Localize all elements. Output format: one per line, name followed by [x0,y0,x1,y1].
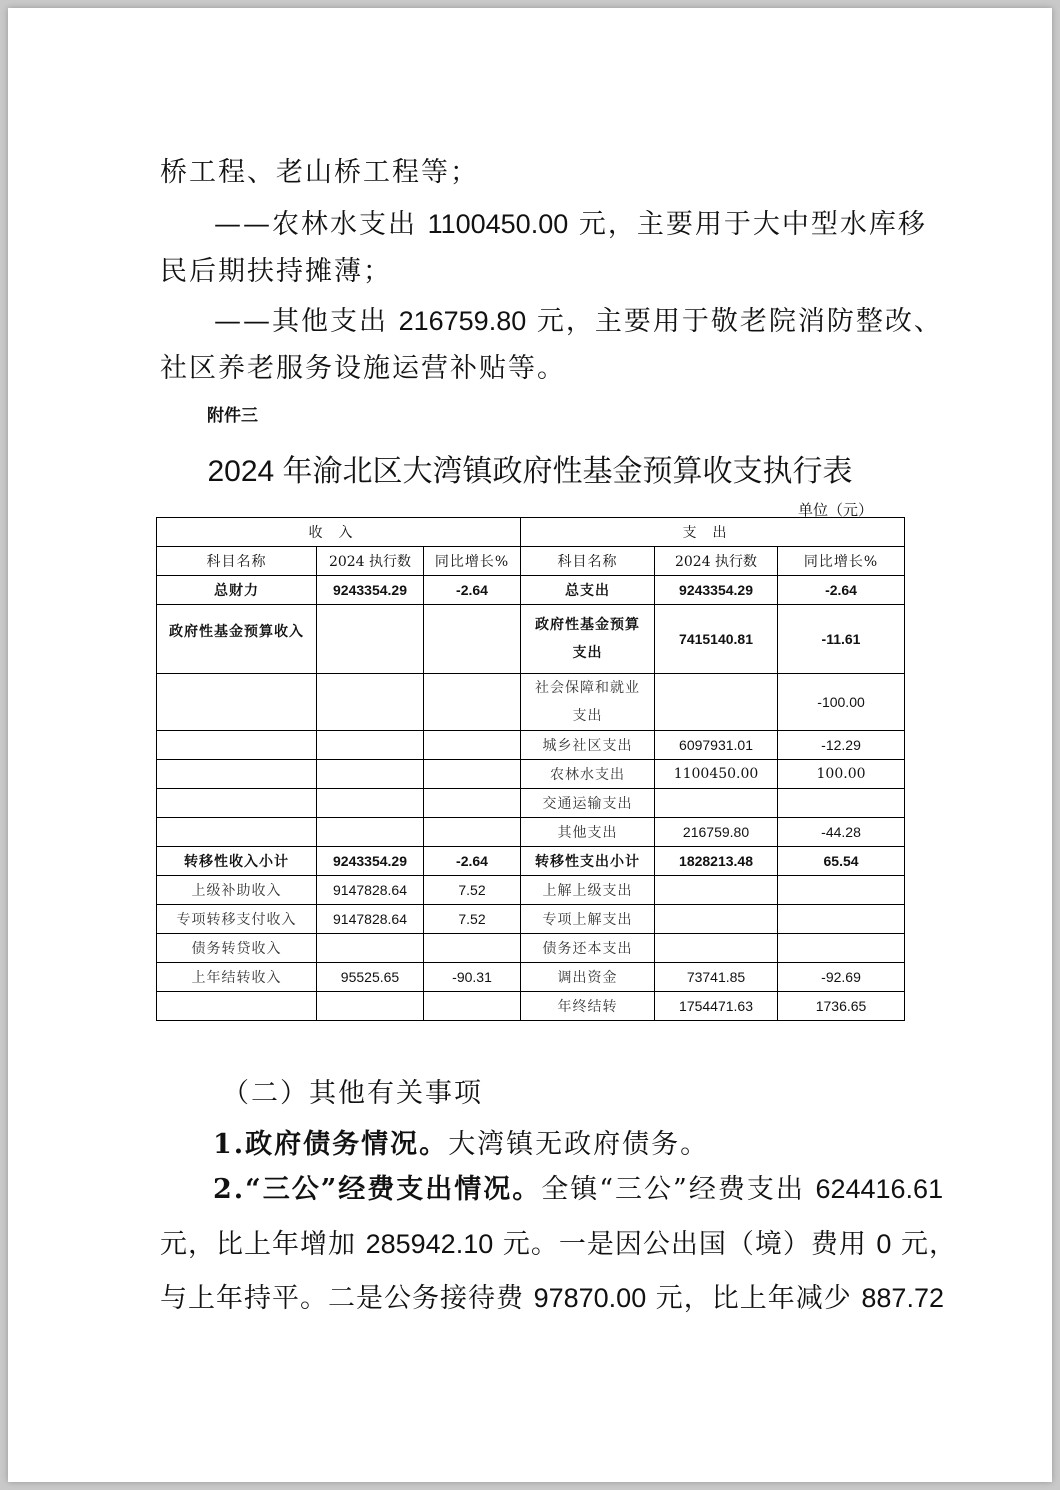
table-row [157,934,905,963]
cell [778,934,905,963]
cell: -12.29 [778,731,905,760]
table-row [157,674,905,731]
table-row [157,818,905,847]
cell [655,674,778,731]
cell [157,674,317,731]
cell: 1736.65 [778,992,905,1021]
cell [655,934,778,963]
cell: 社会保障和就业 支出 [521,674,655,731]
document-page [8,8,1052,1482]
cell [317,605,424,674]
table-row [157,760,905,789]
cell [317,674,424,731]
cell: 216759.80 [655,818,778,847]
cell: 其他支出 [521,818,655,847]
table-row [157,992,905,1021]
table-row [157,905,905,934]
section-heading: （二）其他有关事项 [222,1078,483,1109]
cell: -90.31 [424,963,521,992]
cell [424,789,521,818]
cell: 上解上级支出 [521,876,655,905]
col-header: 同比增长% [424,547,521,576]
cell: 6097931.01 [655,731,778,760]
cell [424,818,521,847]
column-header-row [157,547,905,576]
cell: 城乡社区支出 [521,731,655,760]
cell [655,789,778,818]
table-row [157,963,905,992]
cell: 总支出 [521,576,655,605]
cell: 债务还本支出 [521,934,655,963]
cell: 100.00 [778,760,905,789]
cell: -2.64 [778,576,905,605]
cell: 9243354.29 [317,847,424,876]
col-header: 科目名称 [157,547,317,576]
cell [424,934,521,963]
cell: 1754471.63 [655,992,778,1021]
cell: 7.52 [424,876,521,905]
cell [157,760,317,789]
expense-header: 支出 [521,518,905,547]
income-header: 收入 [157,518,521,547]
cell: 9243354.29 [317,576,424,605]
paragraph-agri-cont: 民后期扶持摊薄； [160,256,392,287]
col-header: 科目名称 [521,547,655,576]
cell: 95525.65 [317,963,424,992]
cell: 上年结转收入 [157,963,317,992]
cell [778,876,905,905]
table-row [157,605,905,674]
attachment-label: 附件三 [207,406,258,426]
table-row [157,789,905,818]
cell: 7415140.81 [655,605,778,674]
paragraph-debt: 1.政府债务情况。大湾镇无政府债务。 [213,1129,710,1160]
cell [317,760,424,789]
paragraph-other: ——其他支出 216759.80 元，主要用于敬老院消防整改、 [214,306,943,337]
cell: 7.52 [424,905,521,934]
cell: 总财力 [157,576,317,605]
cell [317,789,424,818]
cell: 交通运输支出 [521,789,655,818]
cell: -44.28 [778,818,905,847]
cell: 调出资金 [521,963,655,992]
unit-label: 单位（元） [798,501,874,519]
cell [655,905,778,934]
cell: 转移性收入小计 [157,847,317,876]
cell: 专项转移支付收入 [157,905,317,934]
cell [317,992,424,1021]
col-header: 2024 执行数 [655,547,778,576]
budget-table [156,517,905,1021]
paragraph-increase: 元，比上年增加 285942.10 元。一是因公出国（境）费用 0 元， [160,1229,958,1260]
cell [157,731,317,760]
cell [157,992,317,1021]
cell: 73741.85 [655,963,778,992]
cell: 9147828.64 [317,905,424,934]
cell: -92.69 [778,963,905,992]
paragraph-other-cont: 社区养老服务设施运营补贴等。 [160,353,566,384]
col-header: 同比增长% [778,547,905,576]
cell [317,731,424,760]
cell: 1828213.48 [655,847,778,876]
cell [157,818,317,847]
cell [778,905,905,934]
section-header-row [157,518,905,547]
paragraph-line-1: 桥工程、老山桥工程等； [160,157,479,188]
table-row [157,847,905,876]
cell: 年终结转 [521,992,655,1021]
cell [778,789,905,818]
cell [317,934,424,963]
cell: -2.64 [424,576,521,605]
paragraph-agri: ——农林水支出 1100450.00 元，主要用于大中型水库移 [214,209,927,240]
cell: -11.61 [778,605,905,674]
cell: 农林水支出 [521,760,655,789]
cell: 债务转贷收入 [157,934,317,963]
cell: 65.54 [778,847,905,876]
table-title: 2024 年渝北区大湾镇政府性基金预算收支执行表 [207,455,853,488]
cell [424,992,521,1021]
cell: -2.64 [424,847,521,876]
cell [424,674,521,731]
cell: 政府性基金预算 支出 [521,605,655,674]
paragraph-three-public: 2.“三公”经费支出情况。全镇“三公”经费支出 624416.61 [213,1174,944,1205]
table-row [157,731,905,760]
table-row [157,876,905,905]
table-row [157,576,905,605]
cell: 政府性基金预算收入 [157,605,317,674]
cell [424,760,521,789]
cell: 上级补助收入 [157,876,317,905]
cell: 9243354.29 [655,576,778,605]
cell: 专项上解支出 [521,905,655,934]
cell: -100.00 [778,674,905,731]
cell [424,605,521,674]
cell: 9147828.64 [317,876,424,905]
cell [157,789,317,818]
paragraph-reception: 与上年持平。二是公务接待费 97870.00 元，比上年减少 887.72 [160,1283,944,1314]
col-header: 2024 执行数 [317,547,424,576]
cell: 1100450.00 [655,760,778,789]
cell [317,818,424,847]
cell [424,731,521,760]
cell [655,876,778,905]
cell: 转移性支出小计 [521,847,655,876]
